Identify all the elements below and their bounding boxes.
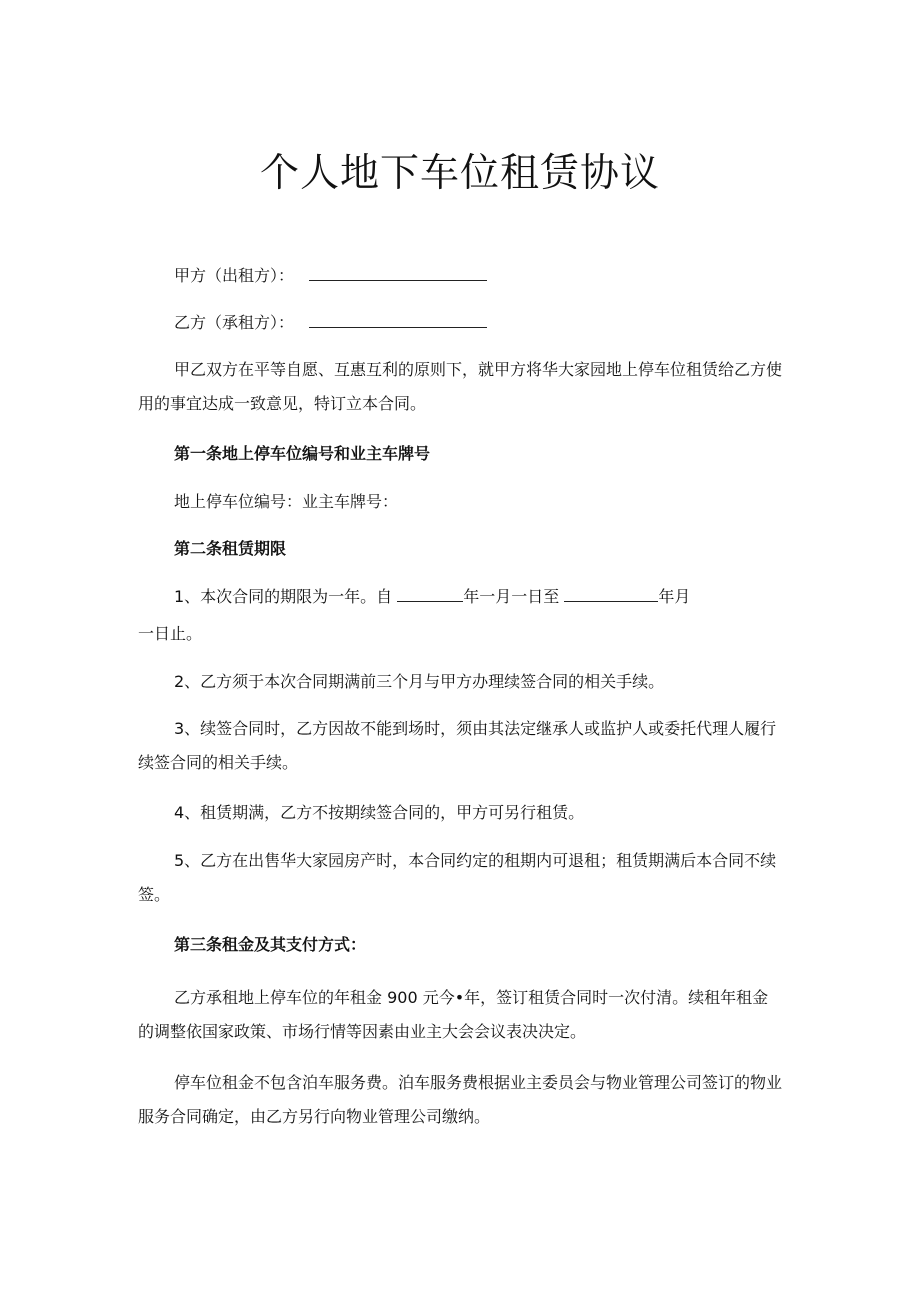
party-a-line [138,259,783,293]
clause-2-4: 4、租赁期满，乙方不按期续签合同的，甲方可另行租赁。 [174,803,585,822]
document-title: 个人地下车位租赁协议 [259,151,660,196]
clause-2-1 [138,580,783,614]
party-a-label: 甲方（出租方）： [174,266,295,285]
end-year-blank [564,587,658,602]
intro-paragraph: 甲乙双方在平等自愿、互惠互利的原则下，就甲方将华大家园地上停车位租赁给乙方使用的事宜达成一致意见，特订立本合同。 [138,360,783,413]
party-a-blank [309,266,487,281]
party-b-blank [309,313,487,328]
article-2-heading: 第二条租赁期限 [174,539,287,558]
clause-2-1-part-b: 年一月一日至 [463,587,565,606]
clause-2-5: 5、乙方在出售华大家园房产时，本合同约定的租期内可退租；租赁期满后本合同不续签。 [138,851,777,904]
start-year-blank [397,587,463,602]
party-b-label: 乙方（承租方）： [174,313,295,332]
clause-2-3: 3、续签合同时，乙方因故不能到场时，须由其法定继承人或监护人或委托代理人履行续签合同的相关手续。 [138,719,777,772]
article-1-line: 地上停车位编号：业主车牌号： [174,492,399,511]
clause-2-1-part-a: 1、本次合同的期限为一年。自 [174,587,398,606]
clause-2-1-part-c: 年月 [658,587,691,606]
article-3-paragraph-2: 停车位租金不包含泊车服务费。泊车服务费根据业主委员会与物业管理公司签订的物业服务合同确定，由乙方另行向物业管理公司缴纳。 [138,1073,783,1126]
clause-2-2: 2、乙方须于本次合同期满前三个月与甲方办理续签合同的相关手续。 [174,672,665,691]
clause-2-1-continuation: 一日止。 [138,624,203,643]
article-3-heading: 第三条租金及其支付方式： [174,935,367,954]
article-1-heading: 第一条地上停车位编号和业主车牌号 [174,444,431,463]
party-b-line [138,306,783,340]
article-3-paragraph-1: 乙方承租地上停车位的年租金 900 元今•年，签订租赁合同时一次付清。续租年租金的调整依国家政策、市场行情等因素由业主大会会议表决决定。 [138,988,769,1041]
